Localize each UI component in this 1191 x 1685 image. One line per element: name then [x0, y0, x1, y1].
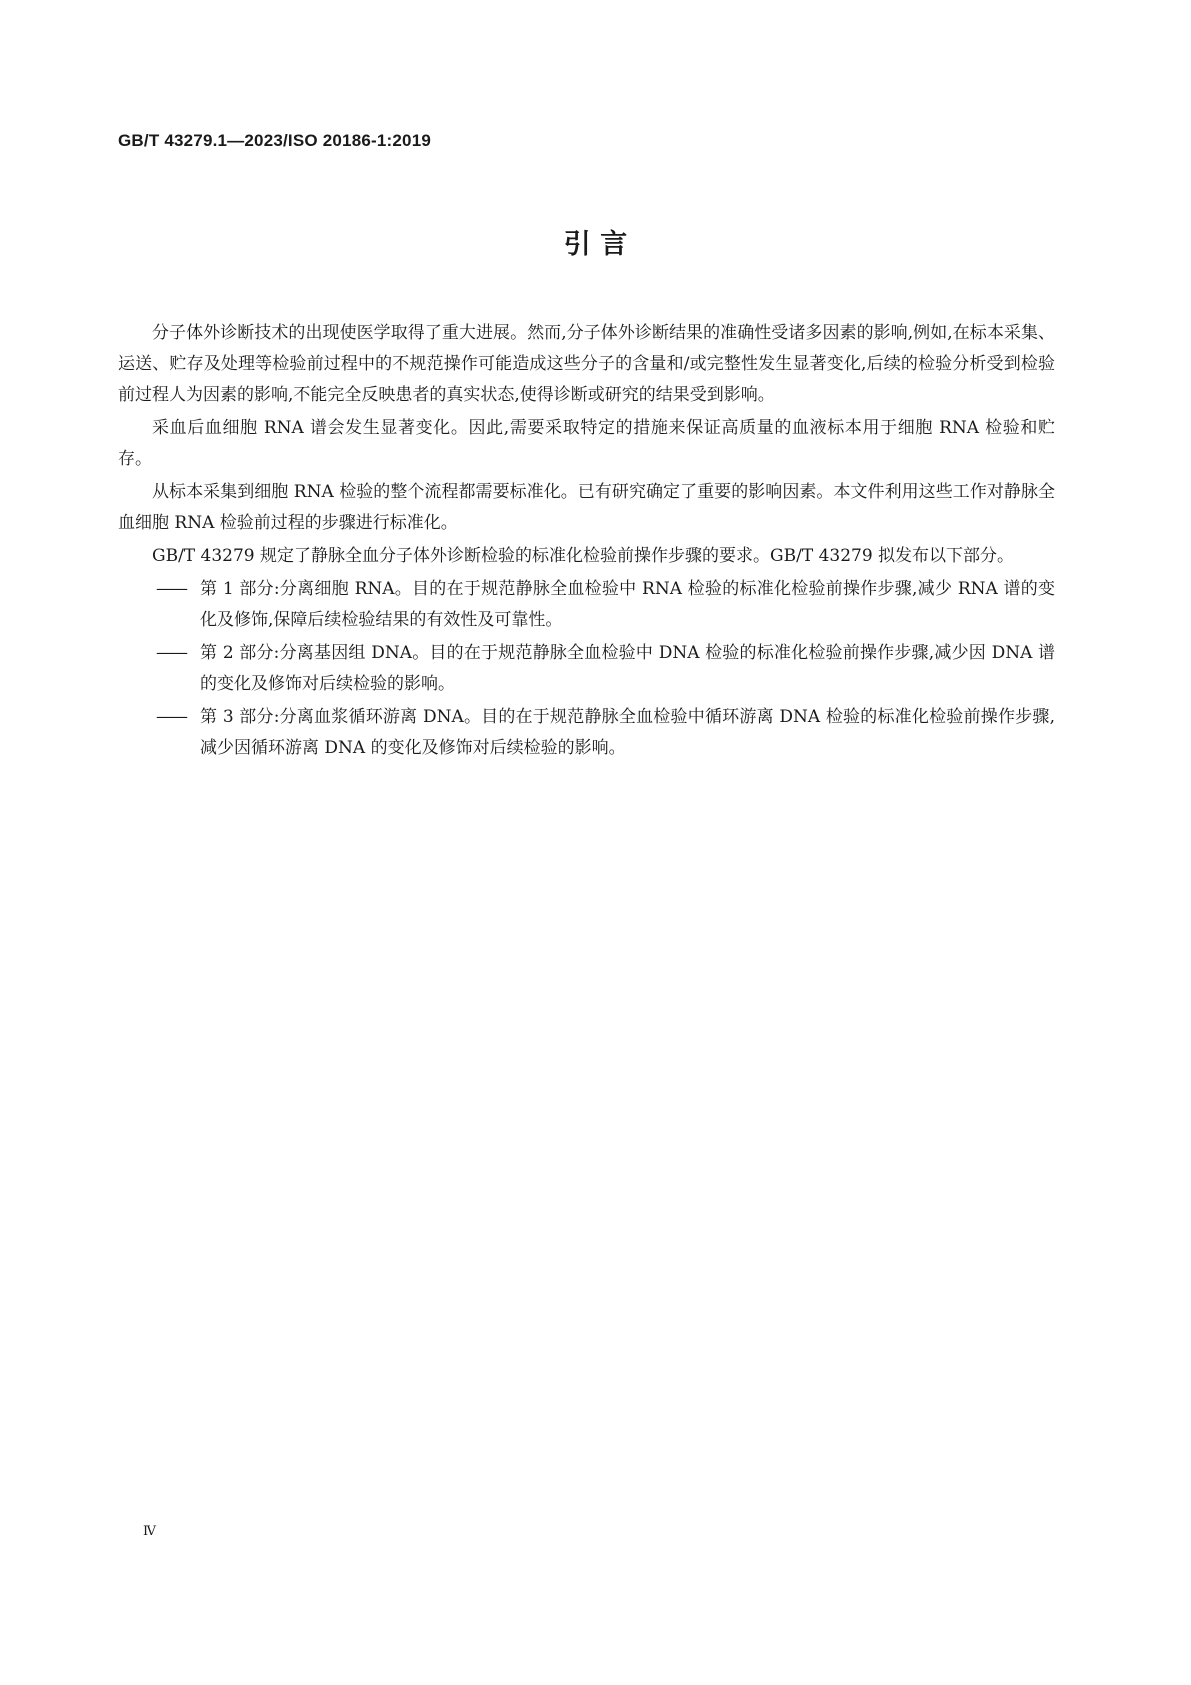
list-item-text: 第 2 部分:分离基因组 DNA。目的在于规范静脉全血检验中 DNA 检验的标准化检验前操作步骤,减少因 DNA 谱的变化及修饰对后续检验的影响。 [200, 643, 1055, 694]
paragraph: GB/T 43279 规定了静脉全血分子体外诊断检验的标准化检验前操作步骤的要求。GB/T 43279 拟发布以下部分。 [152, 546, 1015, 566]
dash-marker: —— [156, 643, 186, 663]
list-item-text: 第 3 部分:分离血浆循环游离 DNA。目的在于规范静脉全血检验中循环游离 DNA 检验的标准化检验前操作步骤,减少因循环游离 DNA 的变化及修饰对后续检验的影响。 [200, 707, 1055, 758]
paragraph: 分子体外诊断技术的出现使医学取得了重大进展。然而,分子体外诊断结果的准确性受诸多因素的影响,例如,在标本采集、运送、贮存及处理等检验前过程中的不规范操作可能造成这些分子的含量和/或完整性发生显著变化,后续的检验分析受到检验前过程人为因素的影响,不能完全反映患者的真实状态,使得诊断或研究的结果受到影响。 [118, 323, 1055, 405]
introduction-body [118, 318, 1055, 766]
paragraph: 从标本采集到细胞 RNA 检验的整个流程都需要标准化。已有研究确定了重要的影响因素。本文件利用这些工作对静脉全血细胞 RNA 检验前过程的步骤进行标准化。 [118, 482, 1055, 533]
section-title: 引 言 [563, 229, 628, 260]
page-number: Ⅳ [143, 1524, 156, 1539]
list-item [118, 638, 1055, 700]
paragraph: 采血后血细胞 RNA 谱会发生显著变化。因此,需要采取特定的措施来保证高质量的血液标本用于细胞 RNA 检验和贮存。 [118, 418, 1055, 469]
document-code: GB/T 43279.1—2023/ISO 20186-1:2019 [118, 131, 431, 150]
dash-marker: —— [156, 707, 186, 727]
list-item [118, 574, 1055, 636]
list-item-text: 第 1 部分:分离细胞 RNA。目的在于规范静脉全血检验中 RNA 检验的标准化检验前操作步骤,减少 RNA 谱的变化及修饰,保障后续检验结果的有效性及可靠性。 [200, 579, 1055, 630]
list-item [118, 702, 1055, 764]
dash-marker: —— [156, 579, 186, 599]
